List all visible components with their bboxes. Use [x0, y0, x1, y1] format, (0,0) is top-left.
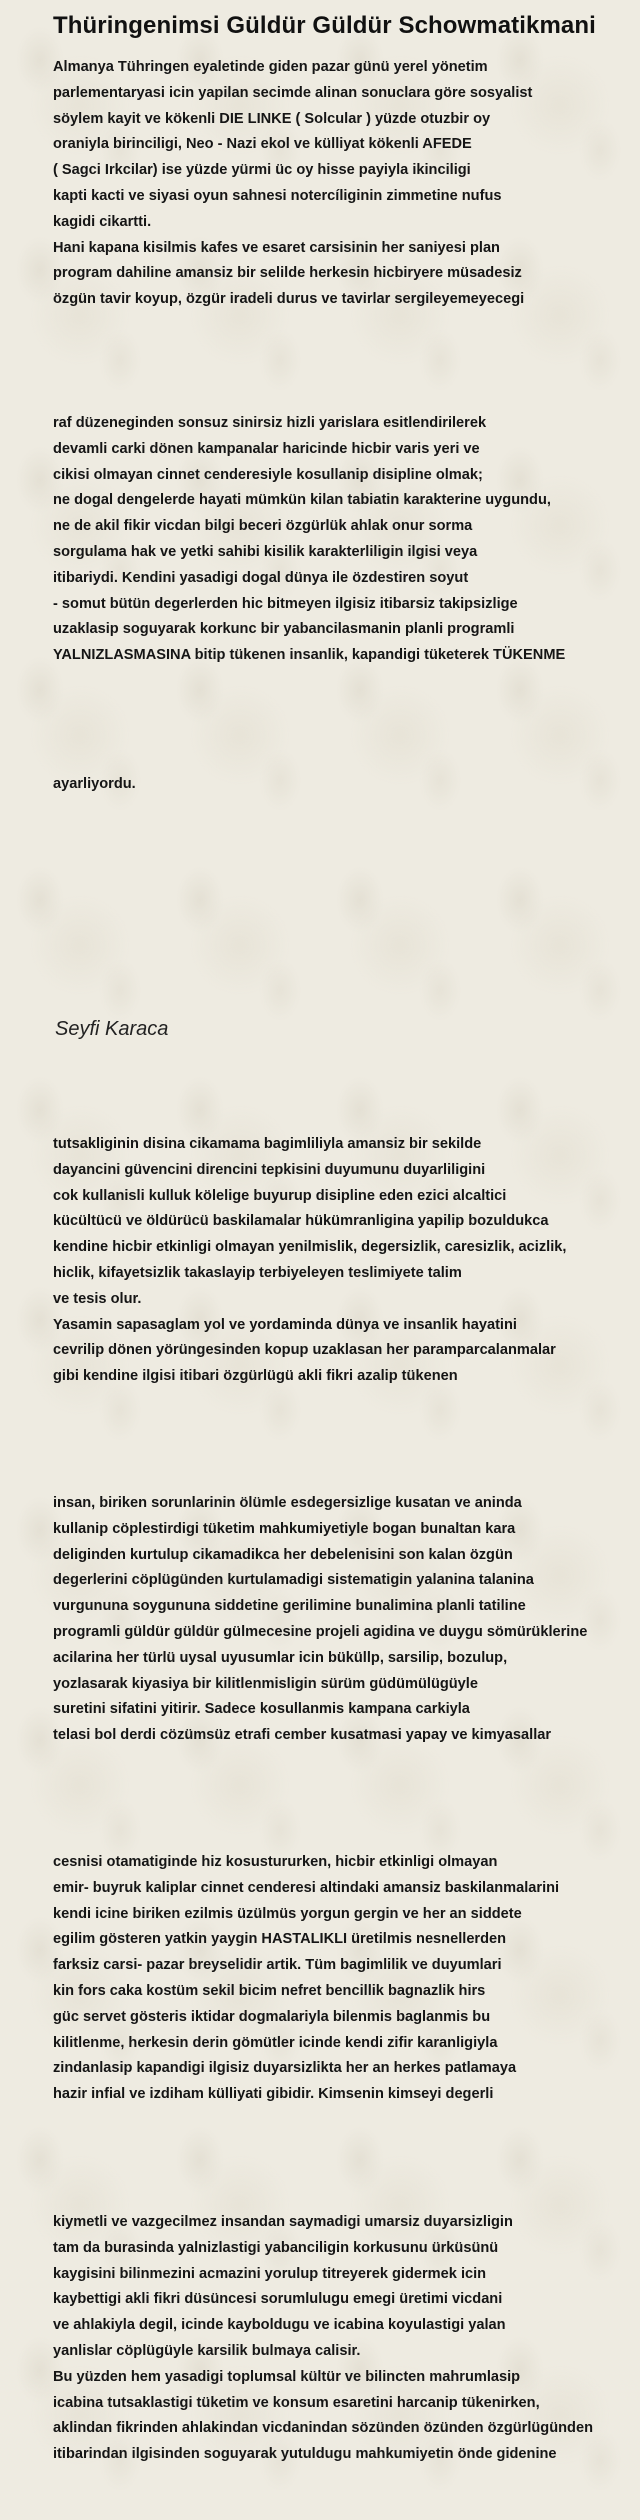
text-line: insan, biriken sorunlarinin ölümle esdegersizlige kusatan ve aninda — [53, 1495, 522, 1511]
text-line: yanlislar cöplügüyle karsilik bulmaya calisir. — [53, 2342, 361, 2359]
paragraph-4 — [53, 1132, 566, 1390]
text-line: kagidi cikartti. — [53, 213, 152, 230]
text-line: - somut bütün degerlerden hic bitmeyen ilgisiz itibarsiz takipsizlige — [53, 595, 518, 612]
text-line: ve ahlakiyla degil, icinde kayboldugu ve icabina koyulastigi yalan — [53, 2317, 506, 2334]
text-line: icabina tutsaklastigi tüketim ve konsum esaretini harcanip tükenirken, — [53, 2394, 540, 2411]
paragraph-3 — [53, 772, 136, 798]
text-line: kendi icine biriken ezilmis üzülmüs yorgun gergin ve her an siddete — [53, 1905, 522, 1922]
text-line: cevrilip dönen yörüngesinden kopup uzaklasan her paramparcalanmalar — [53, 1342, 556, 1359]
text-line: itibarindan ilgisinden soguyarak yutuldugu mahkumiyetin önde gidenine — [53, 2446, 557, 2463]
paragraph-6 — [53, 1850, 559, 2108]
text-line: kendine hicbir etkinligi olmayan yenilmislik, degersizlik, caresizlik, acizlik, — [53, 1239, 567, 1256]
text-line: tam da burasinda yalnizlastigi yabanciligin korkusunu ürküsünü — [53, 2239, 499, 2256]
text-line: kin fors caka kostüm sekil bicim nefret bencillik bagnazlik hirs — [53, 1982, 486, 1999]
text-line: kücültücü ve öldürücü baskilamalar hükümranligina yapilip bozuldukca — [53, 1213, 549, 1230]
paragraph-2 — [53, 411, 565, 669]
text-line: telasi bol derdi cözümsüz etrafi cember kusatmasi yapay ve kimyasallar — [53, 1727, 552, 1744]
text-line: deliginden kurtulup cikamadikca her debelenisini son kalan özgün — [53, 1546, 513, 1563]
text-line: ne de akil fikir vicdan bilgi beceri özgürlük ahlak onur sorma — [53, 518, 473, 535]
text-line: kaygisini bilinmezini acmazini yorulup titreyerek gidermek icin — [53, 2265, 487, 2282]
author-name: Seyfi Karaca — [55, 1018, 169, 1040]
text-line: zindanlasip kapandigi ilgisiz duyarsizlikta her an herkes patlamaya — [53, 2060, 517, 2077]
text-line: sorgulama hak ve yetki sahibi kisilik karakterliligin ilgisi veya — [53, 543, 478, 560]
text-line: gibi kendine ilgisi itibari özgürlügü akli fikri azalip tükenen — [53, 1368, 458, 1385]
text-line: ne dogal dengelerde hayati mümkün kilan tabiatin karakterine uygundu, — [53, 492, 551, 509]
text-line: YALNIZLASMASINA bitip tükenen insanlik, kapandigi tüketerek TÜKENME — [53, 647, 566, 664]
text-line: yozlasarak kiyasiya bir kilitlenmisligin sürüm güdümülügüyle — [53, 1675, 478, 1692]
text-line: cesnisi otamatiginde hiz kosustururken, hicbir etkinligi olmayan — [53, 1854, 498, 1870]
text-line: program dahiline amansiz bir selilde herkesin hicbiryere müsadesiz — [53, 265, 522, 282]
text-line: kiymetli ve vazgecilmez insandan saymadigi umarsiz duyarsizligin — [53, 2214, 513, 2230]
paragraph-5 — [53, 1491, 587, 1749]
text-line: programli güldür güldür gülmecesine projeli agidina ve duygu sömürüklerine — [53, 1623, 588, 1640]
text-line: Almanya Tühringen eyaletinde giden pazar günü yerel yönetim — [53, 59, 488, 75]
text-line: ( Sagci Irkcilar) ise yüzde yürmi üc oy hisse payiyla ikinciligi — [53, 162, 471, 179]
text-line: devamli carki dönen kampanalar haricinde hicbir varis yeri ve — [53, 440, 480, 457]
text-line: kaybettigi akli fikri düsüncesi sorumlulugu emegi üretimi vicdani — [53, 2291, 503, 2308]
text-line: güc servet gösteris iktidar dogmalariyla bilenmis baglanmis bu — [53, 2008, 491, 2025]
text-line: hiclik, kifayetsizlik takaslayip terbiyeleyen teslimiyete talim — [53, 1264, 462, 1281]
text-line: kullanip cöplestirdigi tüketim mahkumiyetiyle bogan bunaltan kara — [53, 1520, 516, 1537]
text-line: kilitlenme, herkesin derin gömütler icinde kendi zifir karanligiyla — [53, 2034, 498, 2051]
text-line: itibariydi. Kendini yasadigi dogal dünya ile özdestiren soyut — [53, 569, 469, 586]
text-line: uzaklasip soguyarak korkunc bir yabancilasmanin planli programli — [53, 621, 515, 638]
text-line: oraniyla birinciligi, Neo - Nazi ekol ve külliyat kökenli AFEDE — [53, 136, 472, 153]
text-line: degerlerini cöplügünden kurtulamadigi sistematigin yalanina talanina — [53, 1572, 534, 1589]
text-line: Yasamin sapasaglam yol ve yordaminda dünya ve insanlik hayatini — [53, 1316, 517, 1333]
text-line: egilim gösteren yatkin yaygin HASTALIKLI üretilmis nesnellerden — [53, 1931, 507, 1948]
text-line: söylem kayit ve kökenli DIE LINKE ( Solcular ) yüzde otuzbir oy — [53, 110, 491, 127]
paragraph-1 — [53, 55, 532, 313]
text-line: dayancini güvencini direncini tepkisini duyumunu duyarliligini — [53, 1161, 486, 1178]
text-line: cikisi olmayan cinnet cenderesiyle kosullanip disipline olmak; — [53, 466, 483, 483]
text-line: raf düzeneginden sonsuz sinirsiz hizli yarislara esitlendirilerek — [53, 415, 487, 431]
text-line: suretini sifatini yitirir. Sadece kosullanmis kampana carkiyla — [53, 1701, 470, 1718]
text-line: acilarina her türlü uysal uyusumlar icin büküllp, sarsilip, bozulup, — [53, 1649, 508, 1666]
text-line: ve tesis olur. — [53, 1290, 142, 1307]
text-line: Bu yüzden hem yasadigi toplumsal kültür ve bilincten mahrumlasip — [53, 2368, 521, 2385]
text-line: farksiz carsi- pazar breyselidir artik. Tüm bagimlilik ve duyumlari — [53, 1957, 502, 1974]
text-line: hazir infial ve izdiham külliyati gibidir. Kimsenin kimseyi degerli — [53, 2086, 494, 2103]
article-title: Thüringenimsi Güldür Güldür Schowmatikmani — [53, 12, 596, 39]
text-line: vurgununa soygununa siddetine gerilimine bunalimina planli tatiline — [53, 1598, 526, 1615]
text-line: kapti kacti ve siyasi oyun sahnesi notercíliginin zimmetine nufus — [53, 187, 502, 204]
text-line: özgün tavir koyup, özgür iradeli durus ve tavirlar sergileyemeyecegi — [53, 291, 525, 308]
text-line: cok kullanisli kulluk kölelige buyurup disipline eden ezici alcaltici — [53, 1187, 507, 1204]
text-line: Hani kapana kisilmis kafes ve esaret carsisinin her saniyesi plan — [53, 239, 500, 256]
text-line: tutsakliginin disina cikamama bagimliliyla amansiz bir sekilde — [53, 1136, 482, 1152]
paragraph-7 — [53, 2210, 593, 2468]
text-line: parlementaryasi icin yapilan secimde alinan sonuclara göre sosyalist — [53, 84, 533, 101]
text-line: emir- buyruk kaliplar cinnet cenderesi altindaki amansiz baskilanmalarini — [53, 1879, 560, 1896]
text-line: aklindan fikrinden ahlakindan vicdanindan sözünden özünden özgürlügünden — [53, 2420, 593, 2437]
text-line: ayarliyordu. — [53, 776, 136, 792]
